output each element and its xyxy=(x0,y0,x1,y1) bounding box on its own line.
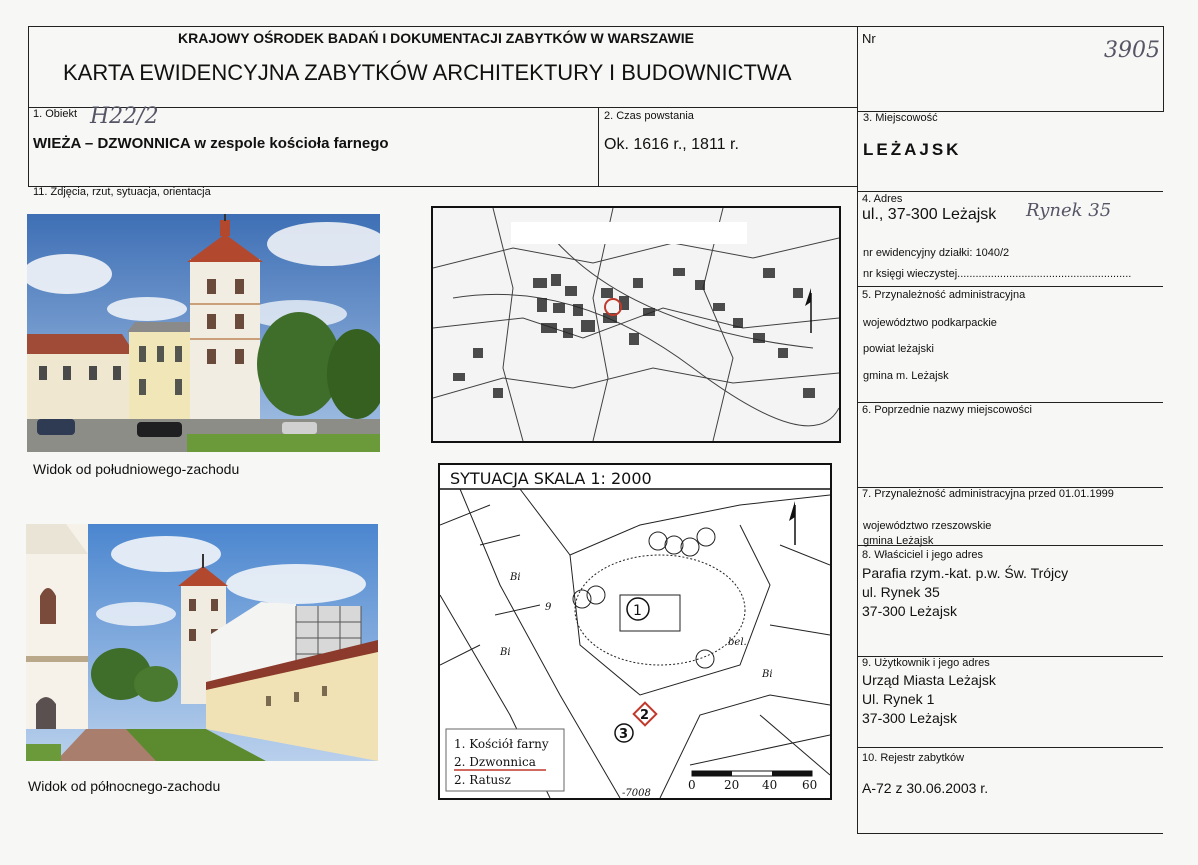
marker-3 xyxy=(615,724,633,742)
section4-bottom xyxy=(857,286,1163,287)
legend-item-2: 2. Dzwonnica xyxy=(454,755,536,769)
przynaleznosc1999-woj: województwo rzeszowskie xyxy=(863,520,992,532)
section10-bottom xyxy=(857,833,1163,834)
nr-box-right xyxy=(1163,26,1164,112)
ksiega-number: nr księgi wieczystej......................................................... xyxy=(863,268,1132,280)
obiekt-label: 1. Obiekt xyxy=(33,108,78,120)
przynaleznosc-woj: województwo podkarpackie xyxy=(863,317,997,329)
przynaleznosc-gmina: gmina m. Leżajsk xyxy=(863,370,949,382)
scale-bar xyxy=(692,771,812,776)
dzialka-number: nr ewidencyjny działki: 1040/2 xyxy=(863,247,1010,259)
situation-label-bel: bel. xyxy=(728,637,747,648)
poprzednie-label: 6. Poprzednie nazwy miejscowości xyxy=(862,404,1032,416)
section9-bottom xyxy=(857,747,1163,748)
rejestr-value: A-72 z 30.06.2003 r. xyxy=(862,780,989,796)
miejscowosc-value: LEŻAJSK xyxy=(863,140,962,159)
scale-tick-60: 60 xyxy=(802,778,818,792)
adres-label: 4. Adres xyxy=(862,193,903,205)
nr-box-top xyxy=(857,26,1164,27)
wlasciciel-line1: Parafia rzym.-kat. p.w. Św. Trójcy xyxy=(862,565,1069,581)
svg-text:1: 1 xyxy=(633,603,642,619)
scale-tick-0: 0 xyxy=(688,778,696,792)
czas-divider xyxy=(598,107,599,187)
institution-name: KRAJOWY OŚRODEK BADAŃ I DOKUMENTACJI ZABYTKÓW W WARSZAWIE xyxy=(178,30,694,46)
adres-value: ul., 37-300 Leżajsk xyxy=(862,206,997,223)
obiekt-value: WIEŻA – DZWONNICA w zespole kościoła farnego xyxy=(33,135,389,152)
situation-label-9: 9 xyxy=(545,602,552,613)
nr-label: Nr xyxy=(862,31,876,46)
nr-handwritten: 3905 xyxy=(1104,38,1160,63)
right-column-divider xyxy=(857,26,858,834)
situation-label-7008: -7008 xyxy=(622,788,651,798)
miejscowosc-label: 3. Miejscowość xyxy=(863,112,938,124)
situation-label-bi-3: Bi xyxy=(500,647,511,658)
photo-southwest-view xyxy=(27,214,380,452)
uzytkownik-label: 9. Użytkownik i jego adres xyxy=(862,657,990,669)
przynaleznosc1999-label: 7. Przynależność administracyjna przed 01.01.1999 xyxy=(862,488,1114,500)
legend-item-1: 1. Kościół farny xyxy=(454,737,549,751)
przynaleznosc-label: 5. Przynależność administracyjna xyxy=(862,289,1026,301)
wlasciciel-line2: ul. Rynek 35 xyxy=(862,584,940,600)
caption-southwest: Widok od południowego-zachodu xyxy=(33,461,240,477)
adres-handwritten: Rynek 35 xyxy=(1026,200,1112,221)
scale-tick-20: 20 xyxy=(724,778,740,792)
frame-top xyxy=(28,26,857,27)
section3-bottom xyxy=(857,191,1163,192)
przynaleznosc-powiat: powiat leżajski xyxy=(863,343,934,355)
caption-northwest: Widok od północnego-zachodu xyxy=(28,778,221,794)
card-title: KARTA EWIDENCYJNA ZABYTKÓW ARCHITEKTURY I BUDOWNICTWA xyxy=(63,60,792,85)
uzytkownik-line2: Ul. Rynek 1 xyxy=(862,691,935,707)
scale-tick-40: 40 xyxy=(762,778,778,792)
wlasciciel-line3: 37-300 Leżajsk xyxy=(862,603,957,619)
marker-1 xyxy=(627,598,649,620)
frame-left xyxy=(28,26,29,186)
orientation-map xyxy=(431,206,841,443)
uzytkownik-line3: 37-300 Leżajsk xyxy=(862,710,957,726)
svg-text:2: 2 xyxy=(640,708,650,723)
photo-northwest-view xyxy=(26,524,378,761)
situation-label-bi-1: Bi xyxy=(510,572,521,583)
legend-item-3: 2. Ratusz xyxy=(454,773,511,787)
wlasciciel-label: 8. Właściciel i jego adres xyxy=(862,549,984,561)
svg-text:3: 3 xyxy=(619,727,629,742)
zdjecia-label: 11. Zdjęcia, rzut, sytuacja, orientacja xyxy=(33,186,211,198)
situation-label-bi-2: Bi xyxy=(762,669,773,680)
czas-label: 2. Czas powstania xyxy=(604,110,694,122)
rejestr-label: 10. Rejestr zabytków xyxy=(862,752,965,764)
situation-map-title: SYTUACJA SKALA 1: 2000 xyxy=(450,469,652,488)
section5-bottom xyxy=(857,402,1163,403)
obiekt-handwritten: H22/2 xyxy=(90,104,159,129)
uzytkownik-line1: Urząd Miasta Leżajsk xyxy=(862,672,996,688)
przynaleznosc1999-gmina: gmina Leżajsk xyxy=(863,535,934,547)
situation-map xyxy=(438,463,832,800)
czas-value: Ok. 1616 r., 1811 r. xyxy=(604,136,739,153)
